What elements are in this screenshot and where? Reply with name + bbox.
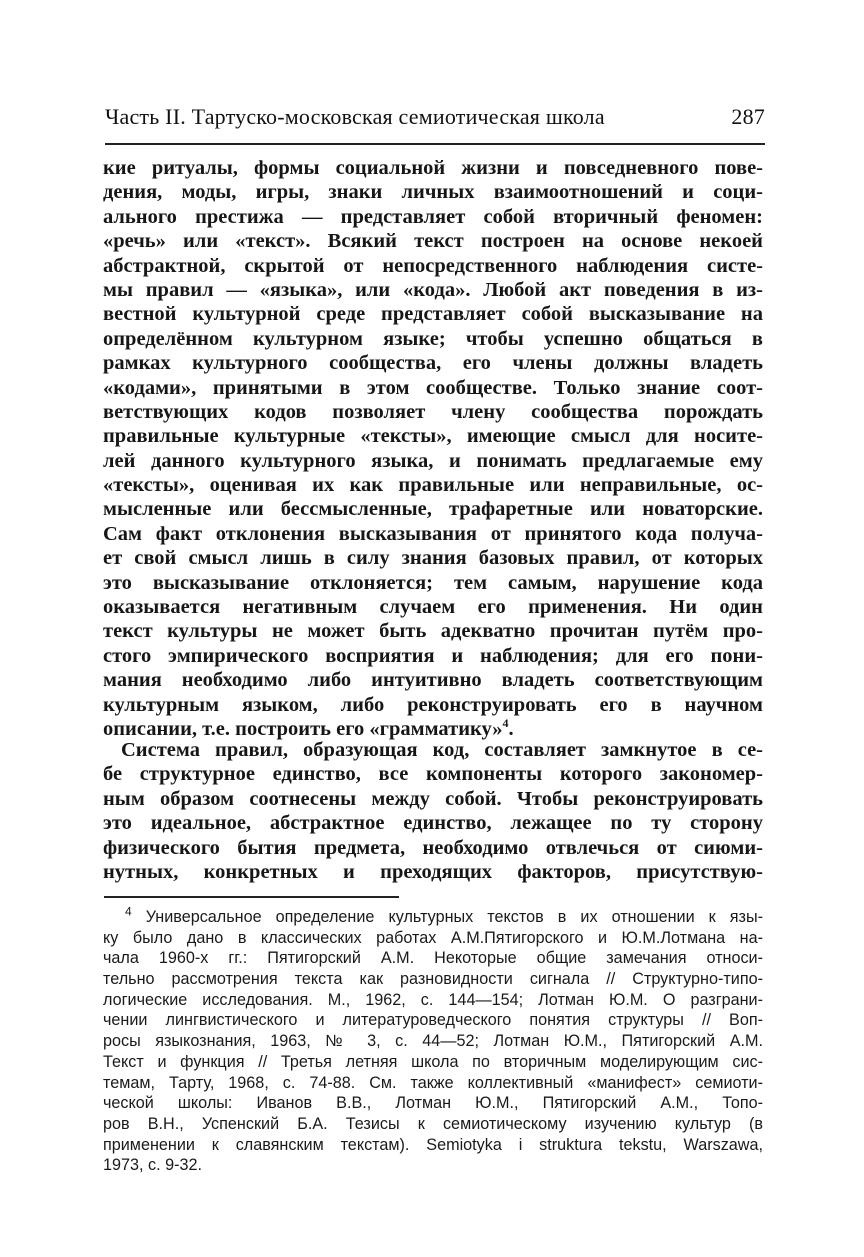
footnote-4	[103, 904, 763, 1176]
footnote-line: чении лингвистического и литературоведческого понятия структуры // Воп-	[103, 1011, 763, 1030]
footnote-line	[103, 904, 763, 928]
text-line: Сам факт отклонения высказывания от принятого кода получа-	[103, 522, 763, 545]
text-line: стого эмпирического восприятия и наблюдения; для его пони-	[103, 644, 763, 667]
text-line: ального престижа — представляет собой вторичный феномен:	[103, 205, 763, 228]
text-line: определённом культурном языке; чтобы успешно общаться в	[103, 327, 763, 350]
text-line: лей данного культурного языка, и понимать предлагаемые ему	[103, 449, 763, 472]
footnote-line: ров В.Н., Успенский Б.А. Тезисы к семиотическому изучению культур (в	[103, 1114, 763, 1133]
paragraph-2	[103, 738, 763, 884]
text-line: мы правил — «языка», или «кода». Любой акт поведения в из-	[103, 278, 763, 301]
text-line: это идеальное, абстрактное единство, лежащее по ту сторону	[103, 812, 763, 835]
text-line: ным образом соотнесены между собой. Чтобы реконструировать	[103, 787, 763, 810]
text-line: физического бытия предмета, необходимо отвлечься от сиюми-	[103, 836, 763, 859]
footnote-line: чала 1960-х гг.: Пятигорский А.М. Некоторые общие замечания относи-	[103, 949, 763, 968]
text-line: это высказывание отклоняется; тем самым, нарушение кода	[103, 571, 763, 594]
footnote-line: ческой школы: Иванов В.В., Лотман Ю.М., Пятигорский А.М., Топо-	[103, 1094, 763, 1113]
running-header-title: Часть II. Тартуско-московская семиотическая школа	[105, 104, 605, 129]
footnote-divider	[104, 896, 399, 898]
sentence-end: .	[508, 717, 514, 740]
footnote-line: применении к славянским текстам). Semiotyka i struktura tekstu, Warszawa,	[103, 1135, 763, 1154]
text-line: текст культуры не может быть адекватно прочитан путём про-	[103, 620, 763, 643]
footnote-line-content: Универсальное определение культурных текстов в их отношении к язы-	[145, 908, 763, 926]
text-line: вестной культурной среде представляет собой высказывание на	[103, 303, 763, 326]
text-line: бе структурное единство, все компоненты которого закономер-	[103, 763, 763, 786]
footnote-line: Текст и функция // Третья летняя школа по вторичным моделирующим сис-	[103, 1052, 763, 1071]
footnote-reference[interactable]: 4	[502, 716, 509, 731]
text-line-content: описании, т.е. построить его «грамматику»	[103, 717, 503, 740]
text-line: абстрактной, скрытой от непосредственного наблюдения систе-	[103, 254, 763, 277]
text-line: Система правил, образующая код, составляет замкнутое в се-	[121, 739, 763, 761]
text-line: «кодами», принятыми в этом сообществе. Только знание соот-	[103, 376, 763, 399]
text-line: кие ритуалы, формы социальной жизни и повседневного пове-	[103, 157, 763, 179]
running-header	[105, 104, 765, 130]
footnote-number: 4	[125, 904, 132, 919]
header-divider	[105, 143, 765, 145]
footnote-line: 1973, с. 9-32.	[103, 1156, 202, 1175]
text-line: рамках культурного сообщества, его члены должны владеть	[103, 352, 763, 375]
text-line: мысленные или бессмысленные, трафаретные или новаторские.	[103, 498, 763, 521]
footnote-line: темам, Тарту, 1968, с. 74-88. См. также коллективный «манифест» семиоти-	[103, 1073, 763, 1092]
text-line: «речь» или «текст». Всякий текст построен на основе некоей	[103, 230, 763, 253]
paragraph-1	[103, 156, 763, 741]
text-line: «тексты», оценивая их как правильные или неправильные, ос-	[103, 474, 763, 497]
text-line: ветствующих кодов позволяет члену сообщества порождать	[103, 400, 763, 423]
text-line: дения, моды, игры, знаки личных взаимоотношений и соци-	[103, 181, 763, 204]
text-line: нутных, конкретных и преходящих факторов, присутствую-	[103, 860, 763, 883]
page-number: 287	[731, 104, 765, 129]
text-line: мания необходимо либо интуитивно владеть соответствующим	[103, 669, 763, 692]
text-line: культурным языком, либо реконструировать его в научном	[103, 693, 763, 716]
text-line: ет свой смысл лишь в силу знания базовых правил, от которых	[103, 547, 763, 570]
footnote-line: тельно рассмотрения текста как разновидности сигнала // Структурно-типо-	[103, 970, 763, 989]
text-line: оказывается негативным случаем его применения. Ни один	[103, 596, 763, 619]
text-line: правильные культурные «тексты», имеющие смысл для носите-	[103, 425, 763, 448]
footnote-line: росы языкознания, 1963, № 3, с. 44—52; Лотман Ю.М., Пятигорский А.М.	[103, 1032, 763, 1051]
footnote-line: логические исследования. М., 1962, с. 144—154; Лотман Ю.М. О разграни-	[103, 990, 763, 1009]
footnote-line: ку было дано в классических работах А.М.Пятигорского и Ю.М.Лотмана на-	[103, 928, 763, 947]
